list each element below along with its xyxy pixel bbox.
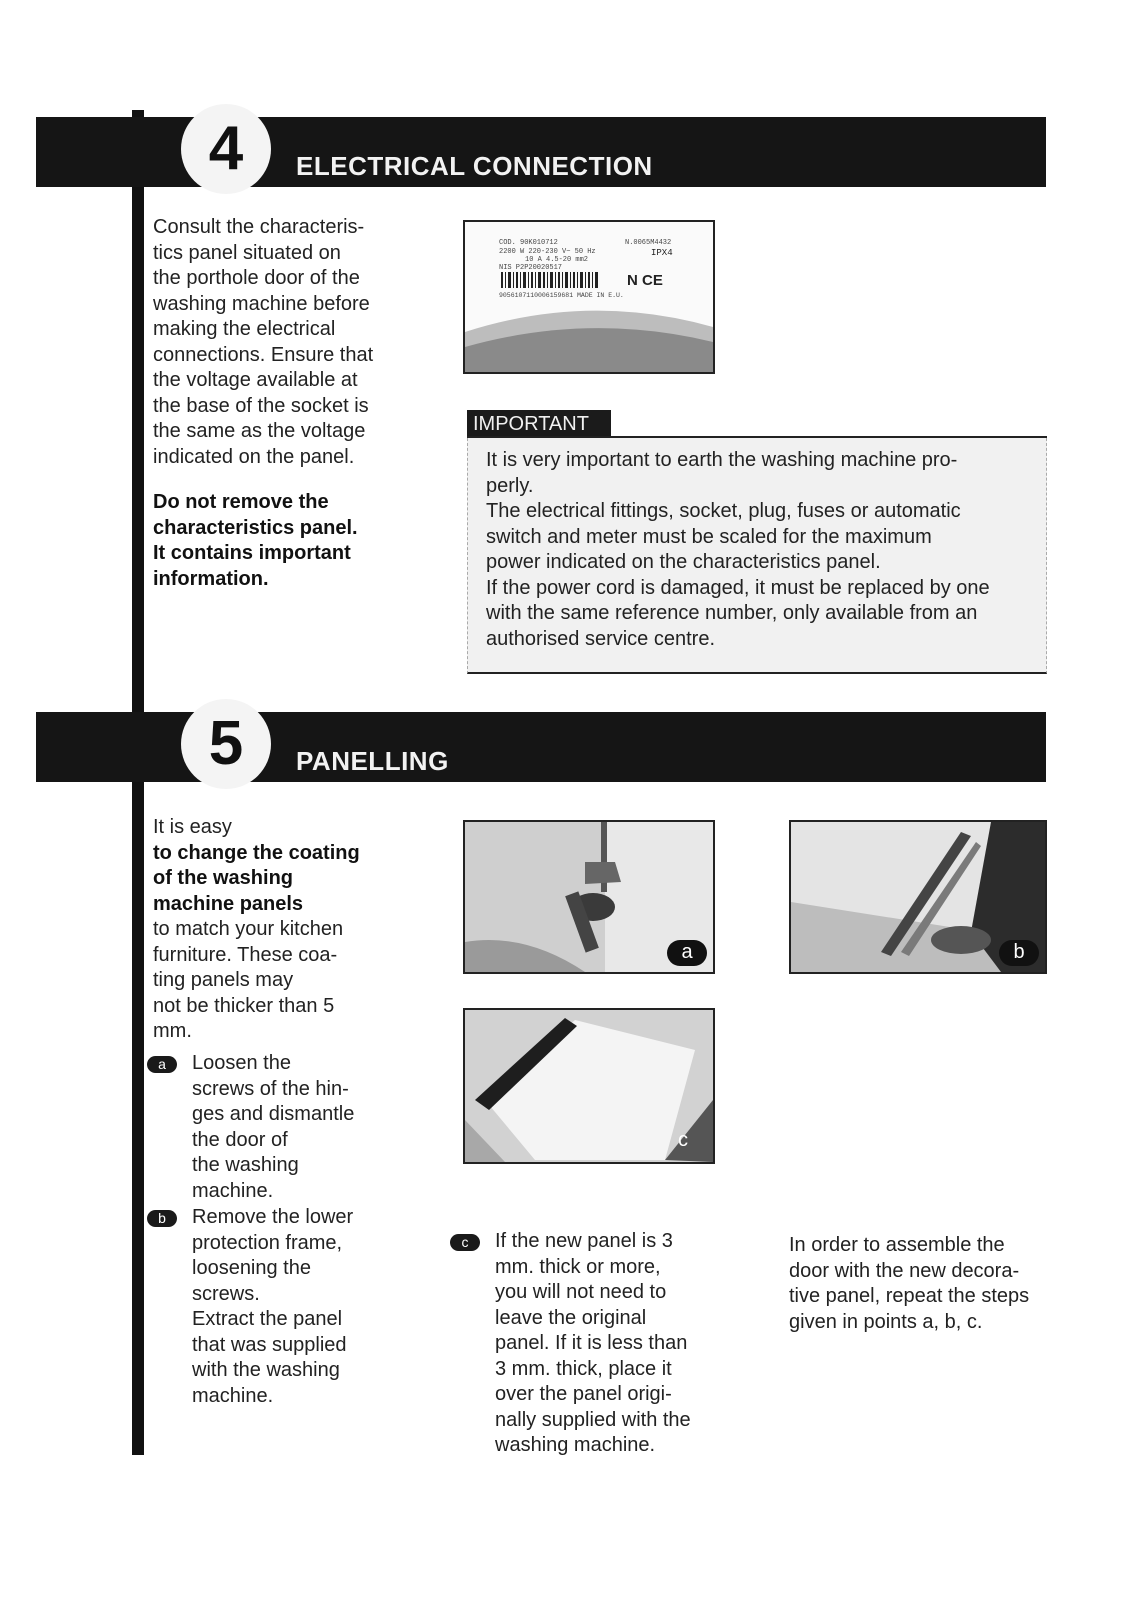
text-line: screws. xyxy=(192,1282,260,1305)
text-line: not be thicker than 5 xyxy=(153,994,335,1017)
text-line: washing machine. xyxy=(495,1434,656,1456)
text-line: machine panels xyxy=(153,892,304,915)
photo-step-a xyxy=(463,820,715,974)
electrical-warning xyxy=(153,490,423,592)
plate-line5: 9056107110006159681 MADE IN E.U. xyxy=(499,292,624,299)
text-line: The electrical fittings, socket, plug, fuses or automatic xyxy=(486,500,961,522)
text-line: over the panel origi- xyxy=(495,1383,672,1405)
text-line: mm. thick or more, xyxy=(495,1255,661,1278)
text-line: It contains important xyxy=(153,542,351,564)
text-line: door with the new decora- xyxy=(789,1259,1020,1282)
text-line: given in points a, b, c. xyxy=(789,1310,983,1333)
section-title: ELECTRICAL CONNECTION xyxy=(296,151,653,181)
step-marker-a: a xyxy=(147,1056,177,1073)
step-marker-c: c xyxy=(450,1234,480,1251)
text-line: Remove the lower xyxy=(192,1206,354,1228)
text-line: the washing xyxy=(192,1154,299,1176)
text-line: machine. xyxy=(192,1179,274,1202)
plate-ipx: IPX4 xyxy=(651,248,673,258)
text-line: making the electrical xyxy=(153,318,336,340)
text-line: indicated on the panel. xyxy=(153,445,355,468)
text-line: with the washing xyxy=(192,1359,340,1381)
text-line: screws of the hin- xyxy=(192,1077,349,1100)
text-line: loosening the xyxy=(192,1257,311,1279)
text-line: perly. xyxy=(486,474,534,497)
electrical-intro xyxy=(153,215,423,470)
plate-line3: 10 A 4.5-20 mm2 xyxy=(525,256,589,264)
text-line: Extract the panel xyxy=(192,1308,343,1330)
text-line: the voltage available at xyxy=(153,369,358,391)
label-plate-drawing xyxy=(465,222,713,372)
text-line: ting panels may xyxy=(153,969,294,991)
text-line: to change the coating xyxy=(153,841,360,864)
text-line: Consult the characteris- xyxy=(153,216,365,238)
step-b-text xyxy=(192,1205,402,1409)
step-c-text xyxy=(495,1229,725,1459)
text-line: It is easy xyxy=(153,816,232,838)
text-line: switch and meter must be scaled for the maximum xyxy=(486,525,932,548)
text-line: Loosen the xyxy=(192,1052,291,1074)
panelling-intro xyxy=(153,815,423,1045)
text-line: that was supplied xyxy=(192,1333,347,1356)
text-line: the porthole door of the xyxy=(153,267,360,289)
text-line: authorised service centre. xyxy=(486,627,716,650)
text-line: 3 mm. thick, place it xyxy=(495,1357,672,1380)
text-line: protection frame, xyxy=(192,1231,343,1254)
text-line: mm. xyxy=(153,1020,192,1042)
photo-step-c xyxy=(463,1008,715,1164)
assemble-text xyxy=(789,1233,1049,1335)
characteristics-panel-photo xyxy=(463,220,715,374)
text-line: Do not remove the xyxy=(153,491,329,513)
barcode xyxy=(501,272,598,288)
text-line: furniture. These coa- xyxy=(153,943,338,966)
important-text xyxy=(486,448,1031,652)
section-number: 4 xyxy=(181,104,271,194)
step-marker-b: b xyxy=(147,1210,177,1227)
section-title: PANELLING xyxy=(296,746,449,776)
photo-tag-a: a xyxy=(667,940,707,966)
plate-line2: 2200 W 220-230 V~ 50 Hz xyxy=(499,248,596,256)
text-line: the same as the voltage xyxy=(153,420,366,442)
plate-line1b: N.0065M4432 xyxy=(625,239,672,247)
text-line: ges and dismantle xyxy=(192,1103,355,1125)
text-line: connections. Ensure that xyxy=(153,343,374,366)
plate-line1: COD. 90K010712 xyxy=(499,239,558,247)
text-line: tics panel situated on xyxy=(153,241,341,264)
text-line: washing machine before xyxy=(153,292,370,315)
text-line: nally supplied with the xyxy=(495,1408,691,1431)
text-line: If the power cord is damaged, it must be replaced by one xyxy=(486,576,990,599)
left-spine xyxy=(132,110,144,1455)
text-line: machine. xyxy=(192,1384,274,1407)
text-line: It is very important to earth the washing machine pro- xyxy=(486,449,958,471)
text-line: leave the original xyxy=(495,1306,647,1329)
important-label: IMPORTANT xyxy=(467,410,611,439)
plate-line4: NIS P2P20020517 xyxy=(499,264,563,272)
text-line: the door of xyxy=(192,1128,288,1151)
text-line: you will not need to xyxy=(495,1281,667,1303)
text-line: with the same reference number, only available from an xyxy=(486,602,978,624)
text-line: panel. If it is less than xyxy=(495,1332,688,1354)
photo-tag-b: b xyxy=(999,940,1039,966)
section-header-panelling xyxy=(36,709,1046,782)
text-line: of the washing xyxy=(153,867,293,889)
text-line: If the new panel is 3 xyxy=(495,1230,673,1252)
photo-tag-c: c xyxy=(678,1129,688,1151)
photo-step-b xyxy=(789,820,1047,974)
text-line: information. xyxy=(153,567,269,590)
text-line: power indicated on the characteristics panel. xyxy=(486,551,881,573)
plate-marks: N CE xyxy=(627,272,663,289)
text-line: tive panel, repeat the steps xyxy=(789,1285,1030,1307)
text-line: to match your kitchen xyxy=(153,918,344,940)
text-line: characteristics panel. xyxy=(153,516,358,539)
text-line: the base of the socket is xyxy=(153,394,369,417)
section-number: 5 xyxy=(181,699,271,789)
step-a-text xyxy=(192,1051,402,1204)
section-header-electrical xyxy=(36,114,1046,187)
text-line: In order to assemble the xyxy=(789,1234,1005,1256)
